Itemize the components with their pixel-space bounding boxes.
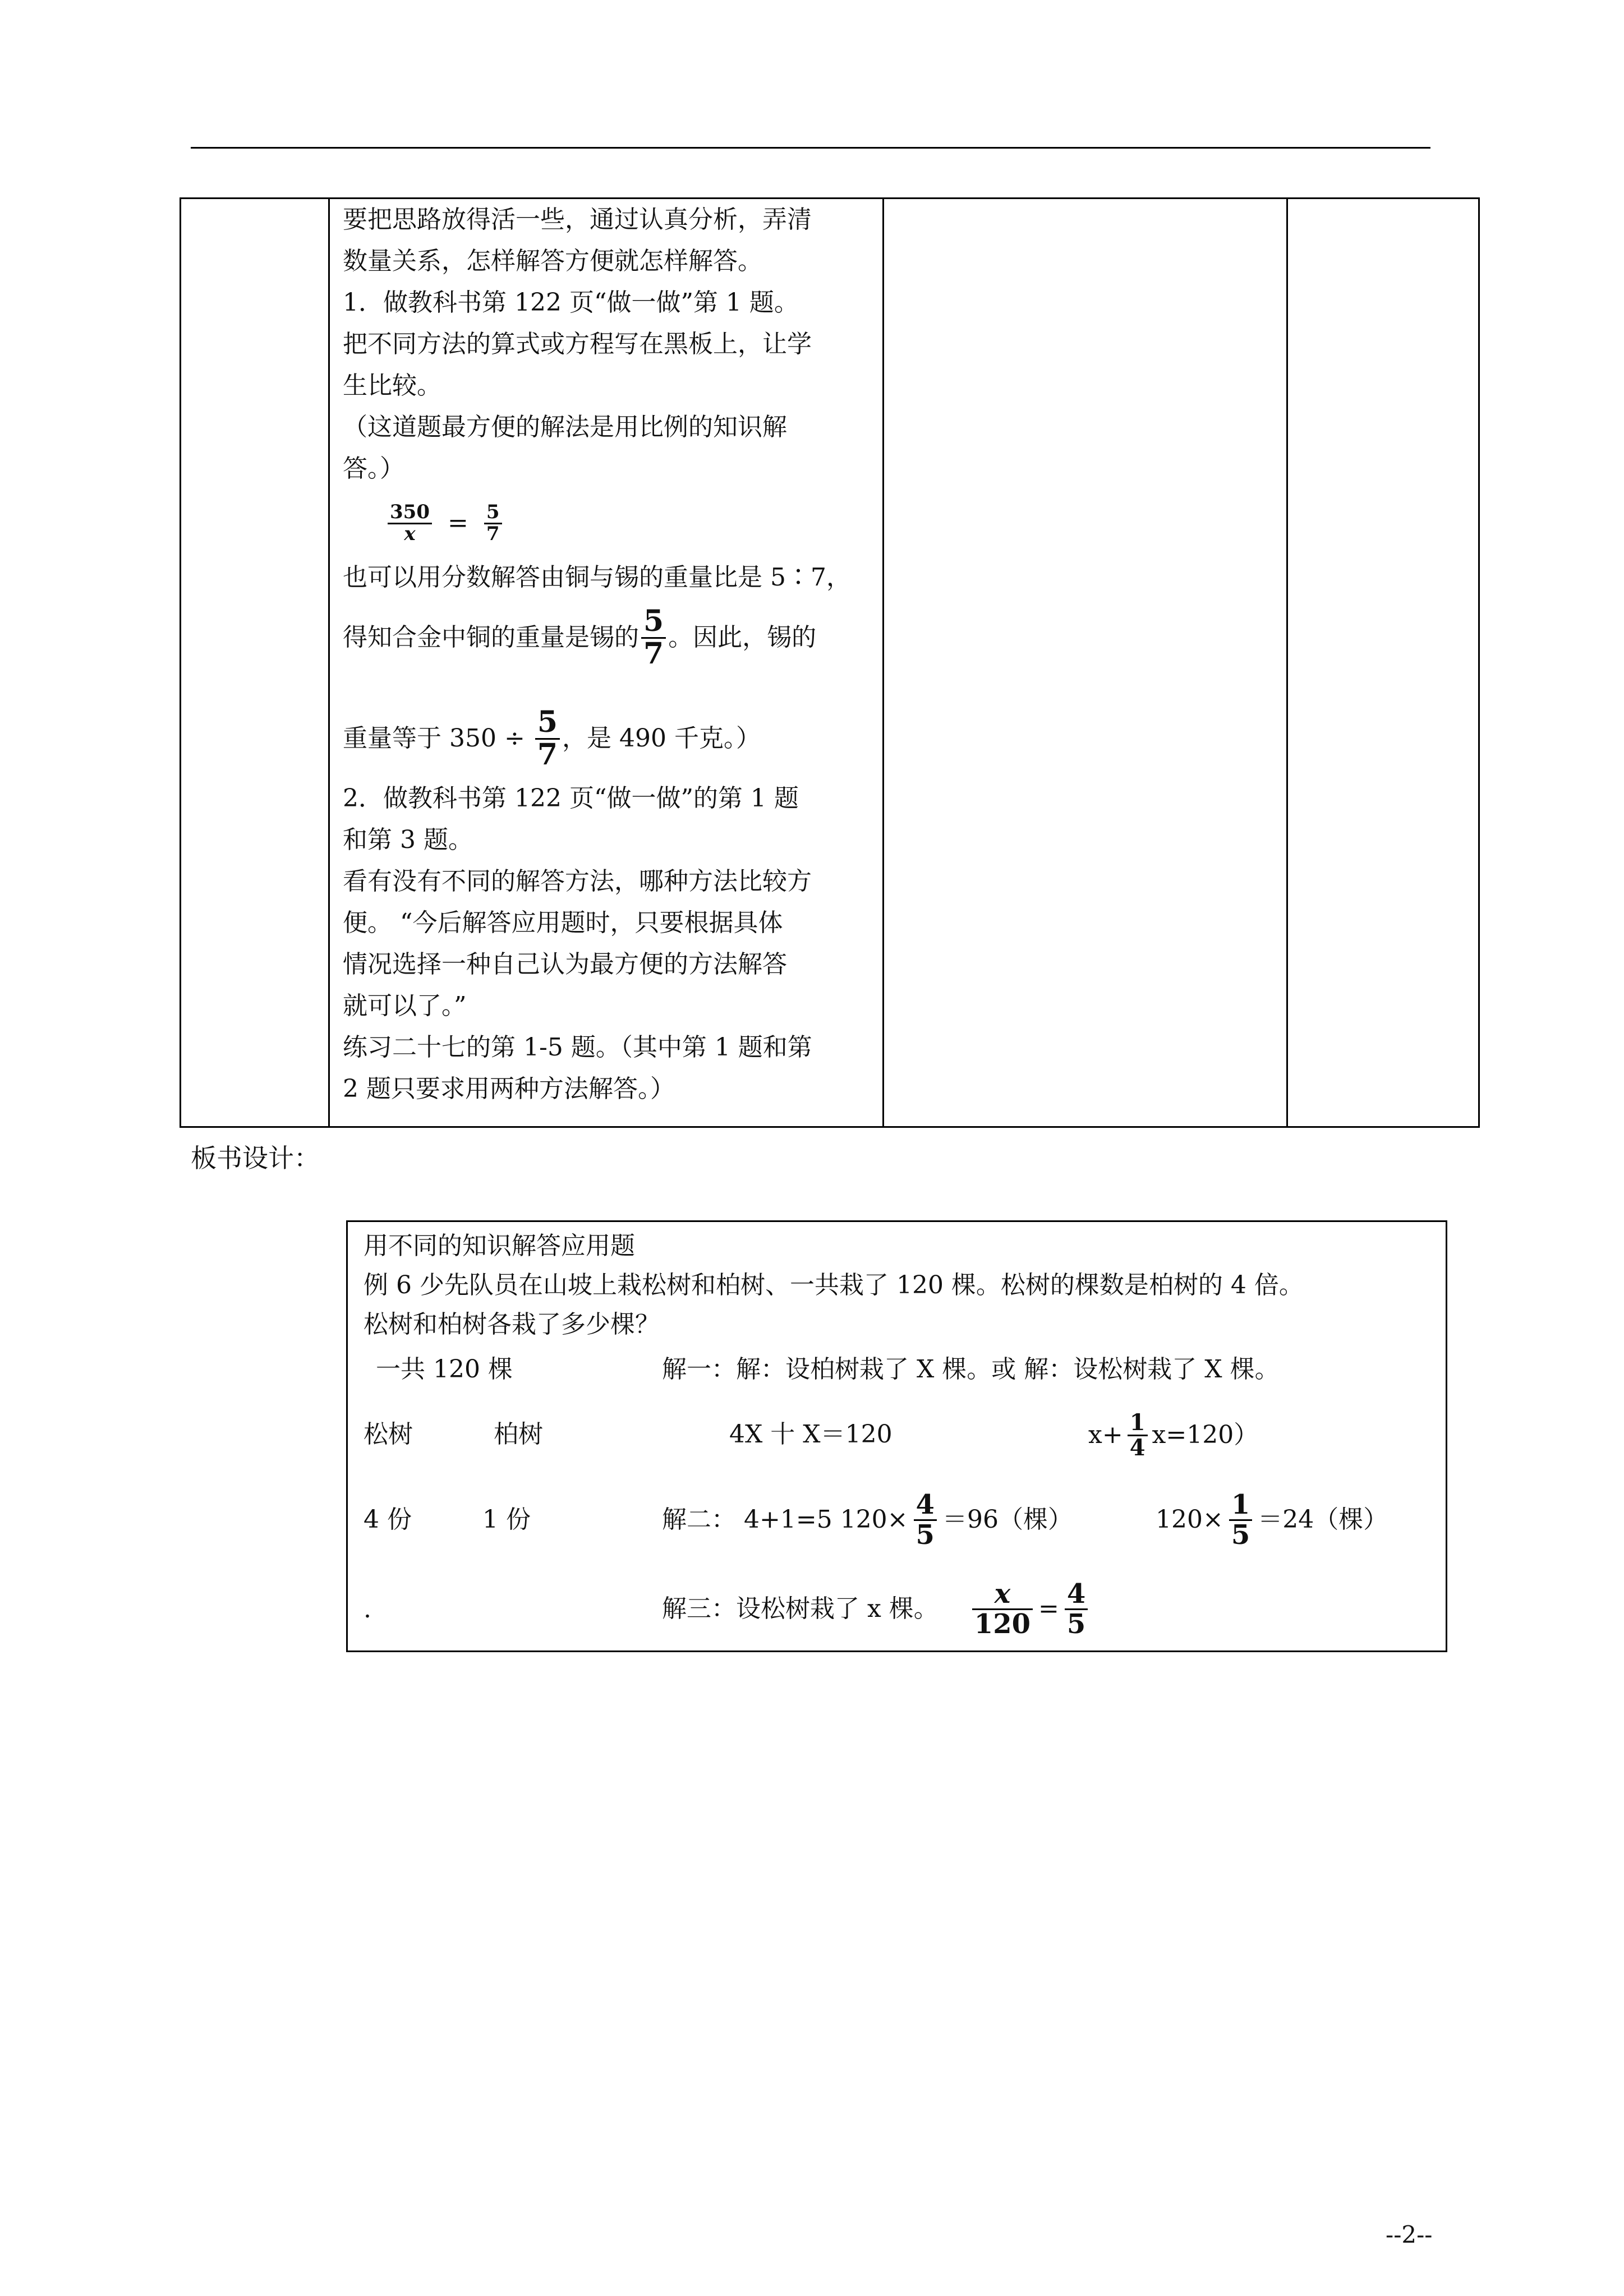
text-span: ＝96（棵） [942,1505,1073,1534]
text-span: 。因此，锡的 [668,623,817,652]
text-span: 解三：设松树栽了 x 棵。 [662,1594,938,1623]
text-line: 便。 “今后解答应用题时，只要根据具体 [343,909,783,937]
text-line: 2 题只要求用两种方法解答。） [343,1075,675,1103]
text-line: 就可以了。” [343,992,467,1020]
text-line: 1．做教科书第 122 页“做一做”第 1 题。 [343,288,799,317]
text-line [343,598,876,677]
table-divider [882,199,884,1126]
numerator: 4 [914,1491,937,1520]
numerator: 5 [484,502,502,524]
fraction [388,502,432,544]
text-line: 也可以用分数解答由铜与锡的重量比是 5∶7， [343,563,851,592]
table-divider [328,199,330,1126]
pine-label: 松树 [364,1420,413,1449]
solution-one: 解一：解：设柏树栽了 X 棵。或 解：设松树栽了 X 棵。 [662,1355,1280,1384]
numerator: 5 [641,606,666,639]
denominator: 5 [1231,1519,1250,1551]
numerator: 5 [535,707,560,740]
text-line: 看有没有不同的解答方法，哪种方法比较方 [343,867,812,896]
solution-two [662,1484,1073,1555]
text-span: 120× [1156,1505,1223,1534]
text-span: ＝24（棵） [1258,1505,1388,1534]
text-line [343,699,876,778]
denominator: 4 [1129,1434,1145,1461]
fraction [1229,1491,1252,1549]
equation-two [1088,1401,1258,1469]
fraction [484,502,502,544]
fraction [641,603,666,671]
text-line: 2．做教科书第 122 页“做一做”的第 1 题 [343,784,799,813]
fraction [1065,1580,1088,1638]
text-span: 得知合金中铜的重量是锡的 [343,623,639,652]
lesson-table [180,197,1480,1128]
denominator: 7 [643,636,664,671]
text-line: 生比较。 [343,371,441,400]
numerator: x [972,1580,1033,1610]
text-line: 把不同方法的算式或方程写在黑板上，让学 [343,330,812,358]
denominator: x [404,522,416,545]
text-span: 解二： 4+1=5 120× [662,1505,908,1534]
example-text: 松树和柏树各栽了多少棵？ [364,1310,660,1339]
denominator: 7 [537,737,558,772]
fraction [1128,1411,1148,1460]
denominator: 120 [974,1608,1030,1640]
pine-parts: 4 份 [364,1505,412,1534]
numerator: 1 [1128,1411,1148,1436]
board-design-box [346,1220,1447,1652]
lesson-content [343,199,876,1110]
fraction [914,1491,937,1549]
text-line: 数量关系，怎样解答方便就怎样解答。 [343,247,762,275]
denominator: 5 [1066,1608,1086,1640]
board-title: 用不同的知识解答应用题 [364,1232,635,1260]
dot-mark: . [364,1595,371,1624]
text-line: （这道题最方便的解法是用比例的知识解 [343,413,787,441]
text-line: 要把思路放得活一些，通过认真分析，弄清 [343,205,812,234]
text-span: ，是 490 千克。） [562,724,761,753]
example-text: 例 6 少先队员在山坡上栽松树和柏树、一共栽了 120 棵。松树的棵数是柏树的 4 倍。 [364,1271,1304,1299]
table-divider [1286,199,1288,1126]
text-line: 情况选择一种自己认为最方便的方法解答 [343,950,787,979]
equals-sign: = [447,509,468,537]
fraction [972,1580,1033,1638]
fraction [535,704,560,772]
denominator: 5 [915,1519,935,1551]
cypress-parts: 1 份 [482,1505,531,1534]
text-span: x+ [1088,1421,1123,1449]
text-line: 答。） [343,454,404,483]
text-span: 重量等于 350 ÷ [343,724,525,753]
equals-sign: = [1038,1594,1059,1623]
solution-three [662,1575,1088,1643]
proportion-equation [343,490,876,557]
solution-two-b [1156,1484,1388,1555]
header-rule [191,147,1430,149]
numerator: 4 [1065,1580,1088,1610]
numerator: 1 [1229,1491,1252,1520]
text-line: 和第 3 题。 [343,826,473,854]
page-number: --2-- [1386,2221,1433,2248]
denominator: 7 [486,522,500,545]
text-span: x=120） [1152,1421,1259,1449]
numerator: 350 [388,502,432,524]
equation-one: 4X 十 X＝120 [729,1420,892,1449]
cypress-label: 柏树 [494,1420,543,1449]
total-label: 一共 120 棵 [376,1355,513,1384]
board-design-label: 板书设计： [191,1143,320,1173]
text-line: 练习二十七的第 1-5 题。（其中第 1 题和第 [343,1033,812,1062]
